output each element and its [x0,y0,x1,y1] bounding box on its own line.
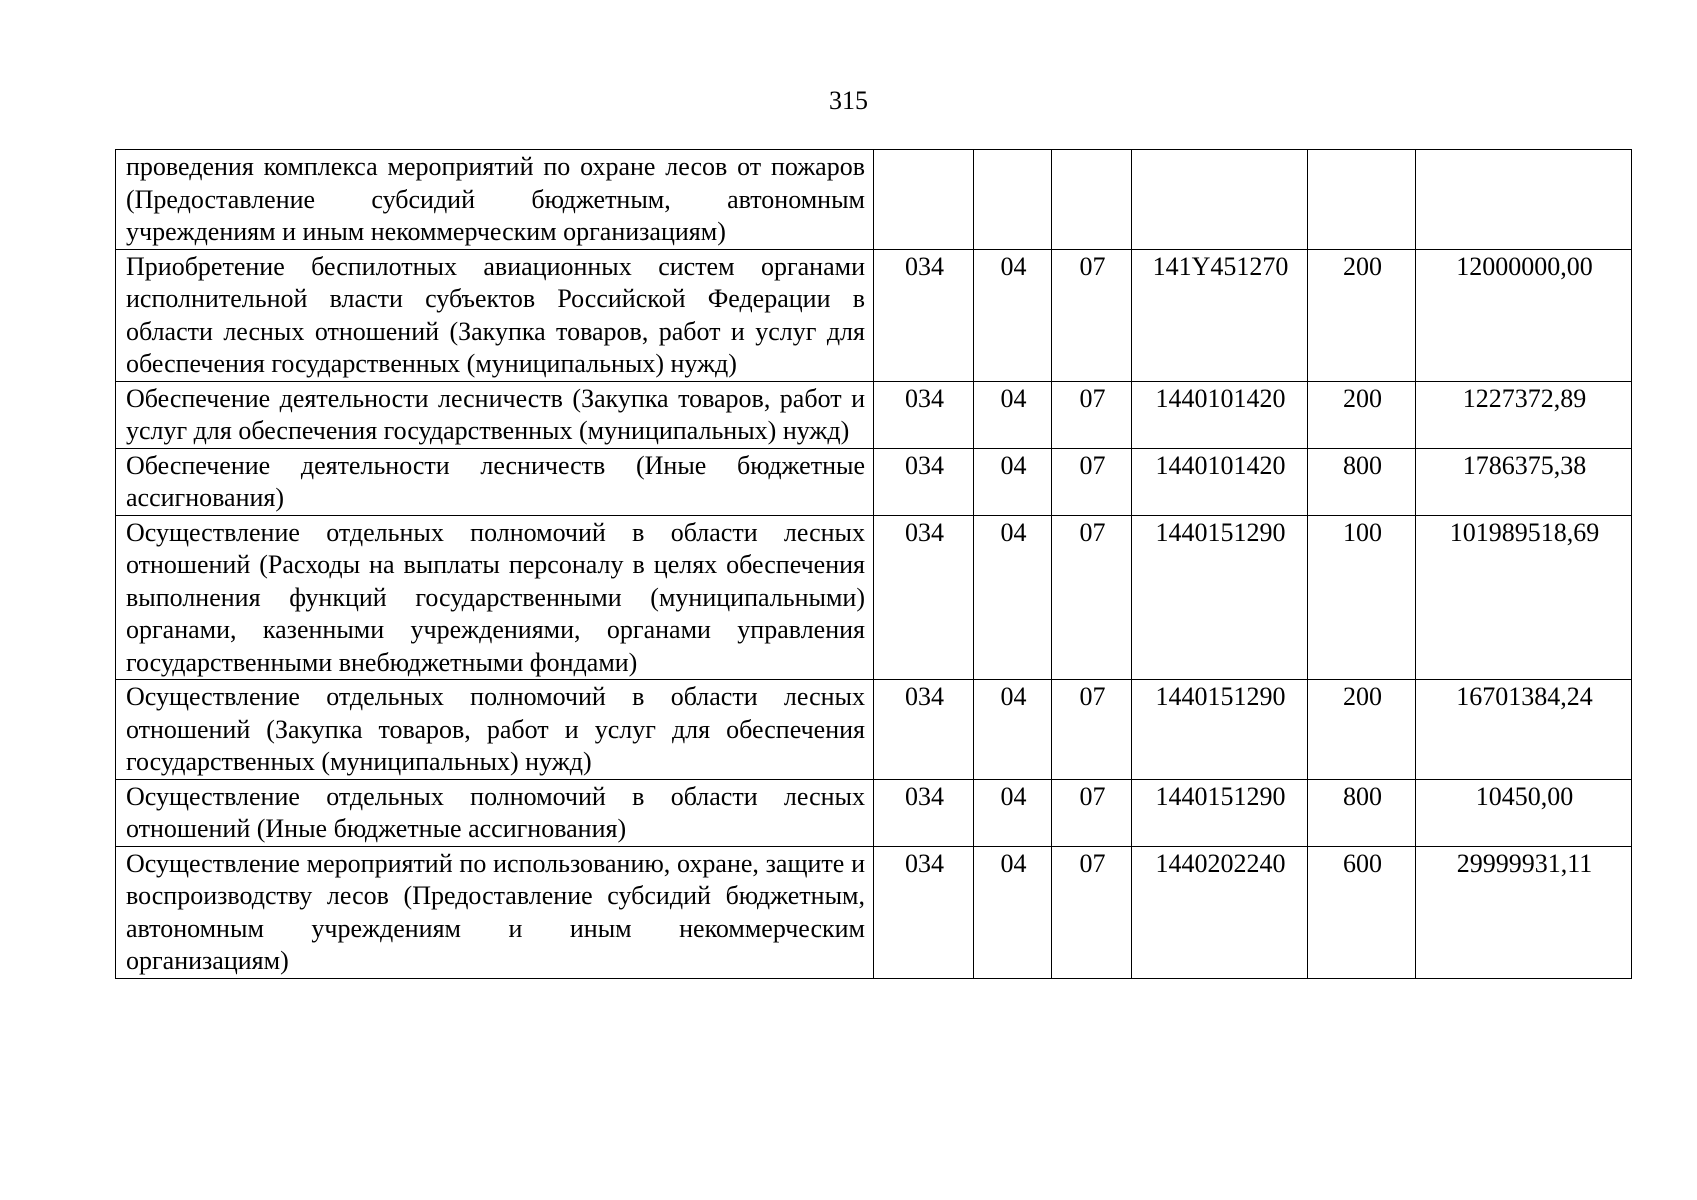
ministry-code: 034 [874,448,974,515]
subsection-code: 07 [1052,779,1132,846]
target-article-code: 1440151290 [1132,515,1308,680]
table-row [116,515,1632,680]
row-description: Обеспечение деятельности лесничеств (Иные бюджетные ассигнования) [116,448,874,515]
row-description: Осуществление отдельных полномочий в области лесных отношений (Закупка товаров, работ и услуг для обеспечения государственных (муниципальных) нужд) [116,680,874,780]
expense-type-code: 800 [1308,779,1416,846]
target-article-code: 1440101420 [1132,381,1308,448]
page-number: 315 [829,86,868,115]
ministry-code [874,150,974,250]
budget-table-body [116,150,1632,979]
section-code: 04 [974,779,1052,846]
table-row [116,150,1632,250]
expense-type-code: 200 [1308,680,1416,780]
amount: 101989518,69 [1416,515,1632,680]
amount [1416,150,1632,250]
target-article-code: 1440151290 [1132,680,1308,780]
section-code [974,150,1052,250]
row-description: Обеспечение деятельности лесничеств (Закупка товаров, работ и услуг для обеспечения государственных (муниципальных) нужд) [116,381,874,448]
expense-type-code [1308,150,1416,250]
target-article-code: 141Y451270 [1132,249,1308,381]
target-article-code: 1440101420 [1132,448,1308,515]
subsection-code: 07 [1052,846,1132,978]
section-code: 04 [974,515,1052,680]
subsection-code: 07 [1052,448,1132,515]
section-code: 04 [974,249,1052,381]
ministry-code: 034 [874,846,974,978]
amount: 1227372,89 [1416,381,1632,448]
subsection-code: 07 [1052,515,1132,680]
subsection-code [1052,150,1132,250]
subsection-code: 07 [1052,381,1132,448]
ministry-code: 034 [874,249,974,381]
table-row [116,779,1632,846]
amount: 29999931,11 [1416,846,1632,978]
amount: 1786375,38 [1416,448,1632,515]
amount: 12000000,00 [1416,249,1632,381]
expense-type-code: 100 [1308,515,1416,680]
expense-type-code: 800 [1308,448,1416,515]
ministry-code: 034 [874,515,974,680]
table-row [116,249,1632,381]
table-row [116,448,1632,515]
expense-type-code: 200 [1308,249,1416,381]
ministry-code: 034 [874,381,974,448]
budget-table [115,149,1632,979]
section-code: 04 [974,680,1052,780]
ministry-code: 034 [874,779,974,846]
subsection-code: 07 [1052,249,1132,381]
amount: 16701384,24 [1416,680,1632,780]
expense-type-code: 200 [1308,381,1416,448]
section-code: 04 [974,381,1052,448]
expense-type-code: 600 [1308,846,1416,978]
section-code: 04 [974,846,1052,978]
subsection-code: 07 [1052,680,1132,780]
amount: 10450,00 [1416,779,1632,846]
row-description: проведения комплекса мероприятий по охране лесов от пожаров (Предоставление субсидий бюджетным, автономным учреждениям и иным некоммерческим организациям) [116,150,874,250]
table-row [116,846,1632,978]
target-article-code: 1440202240 [1132,846,1308,978]
target-article-code [1132,150,1308,250]
section-code: 04 [974,448,1052,515]
table-row [116,381,1632,448]
row-description: Осуществление мероприятий по использованию, охране, защите и воспроизводству лесов (Предоставление субсидий бюджетным, автономным учреждениям и иным некоммерческим организациям) [116,846,874,978]
target-article-code: 1440151290 [1132,779,1308,846]
row-description: Осуществление отдельных полномочий в области лесных отношений (Иные бюджетные ассигнования) [116,779,874,846]
table-row [116,680,1632,780]
row-description: Осуществление отдельных полномочий в области лесных отношений (Расходы на выплаты персоналу в целях обеспечения выполнения функций государственными (муниципальными) органами, казенными учреждениями, органами управления государственными внебюджетными фондами) [116,515,874,680]
ministry-code: 034 [874,680,974,780]
row-description: Приобретение беспилотных авиационных систем органами исполнительной власти субъектов Российской Федерации в области лесных отношений (Закупка товаров, работ и услуг для обеспечения государственных (муниципальных) нужд) [116,249,874,381]
